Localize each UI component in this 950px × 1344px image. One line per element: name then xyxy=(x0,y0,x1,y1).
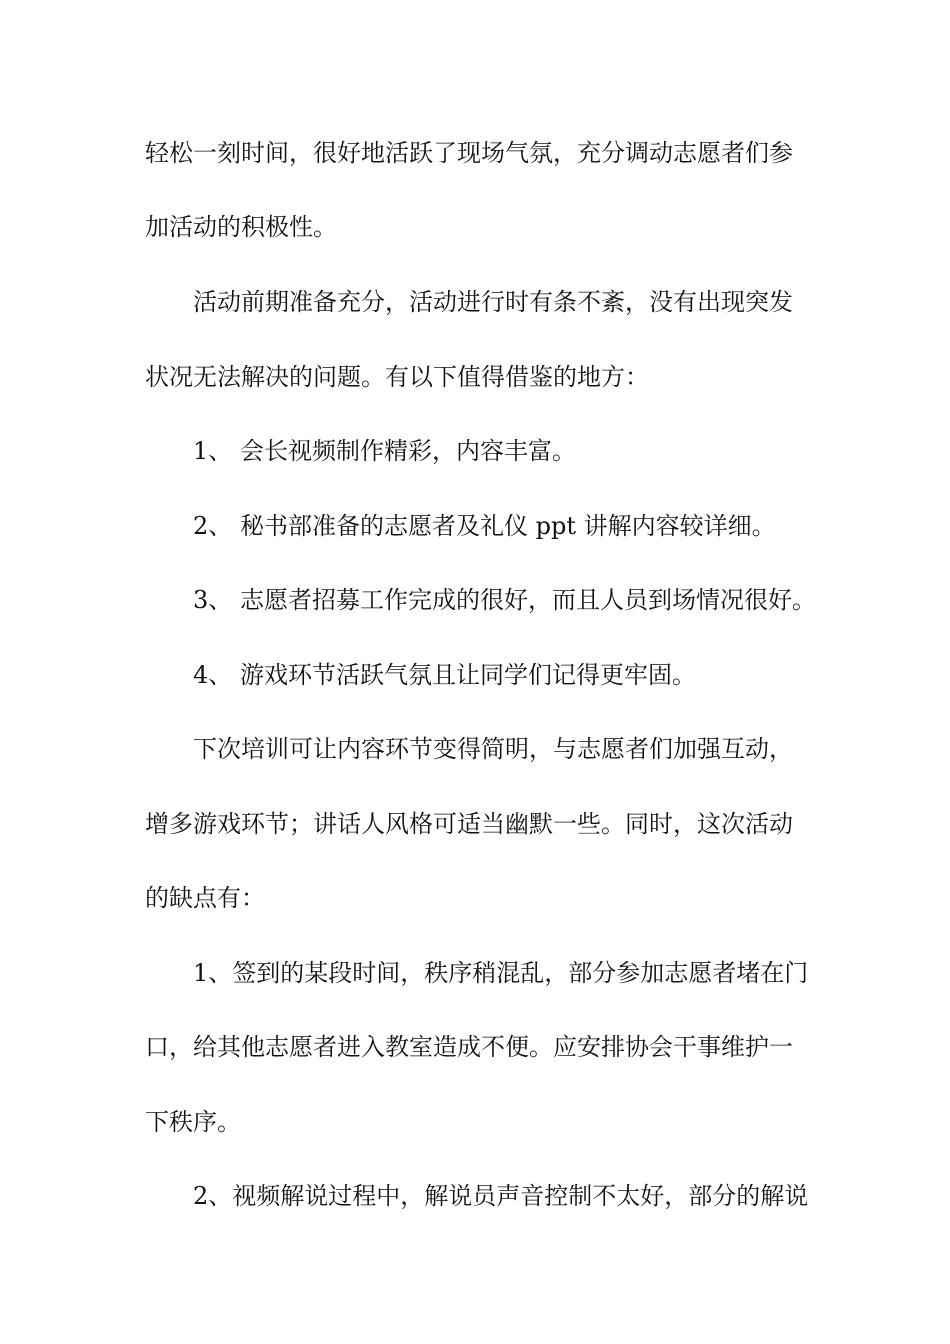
paragraph-line: 增多游戏环节；讲话人风格可适当幽默一些。同时，这次活动 xyxy=(145,810,793,838)
paragraph-line: 的缺点有： xyxy=(145,884,265,912)
paragraph-line: 下秩序。 xyxy=(145,1108,241,1136)
paragraph-line: 下次培训可让内容环节变得简明，与志愿者们加强互动， xyxy=(193,735,793,763)
list-item-text: 志愿者招募工作完成的很好，而且人员到场情况很好。 xyxy=(240,586,816,614)
paragraph-line: 活动前期准备充分，活动进行时有条不紊，没有出现突发 xyxy=(193,288,793,316)
paragraph-line: 口，给其他志愿者进入教室造成不便。应安排协会干事维护一 xyxy=(145,1033,793,1061)
paragraph-line: 轻松一刻时间，很好地活跃了现场气氛，充分调动志愿者们参 xyxy=(145,139,793,167)
paragraph-line: 状况无法解决的问题。有以下值得借鉴的地方： xyxy=(145,363,649,391)
list-item-text: 秘书部准备的志愿者及礼仪 ppt 讲解内容较详细。 xyxy=(240,512,776,540)
list-item xyxy=(193,436,576,466)
paragraph-line: 加活动的积极性。 xyxy=(145,213,337,241)
paragraph-line: 2、视频解说过程中，解说员声音控制不太好，部分的解说 xyxy=(193,1182,809,1210)
list-item-number: 4、 xyxy=(193,661,233,689)
paragraph-line: 1、签到的某段时间，秩序稍混乱，部分参加志愿者堵在门 xyxy=(193,959,809,987)
list-item xyxy=(193,585,816,615)
list-item-text: 会长视频制作精彩，内容丰富。 xyxy=(240,437,576,465)
list-item-number: 3、 xyxy=(193,586,233,614)
list-item-number: 2、 xyxy=(193,512,233,540)
list-item xyxy=(193,660,696,690)
list-item-text: 游戏环节活跃气氛且让同学们记得更牢固。 xyxy=(240,661,696,689)
list-item xyxy=(193,511,776,541)
list-item-number: 1、 xyxy=(193,437,233,465)
